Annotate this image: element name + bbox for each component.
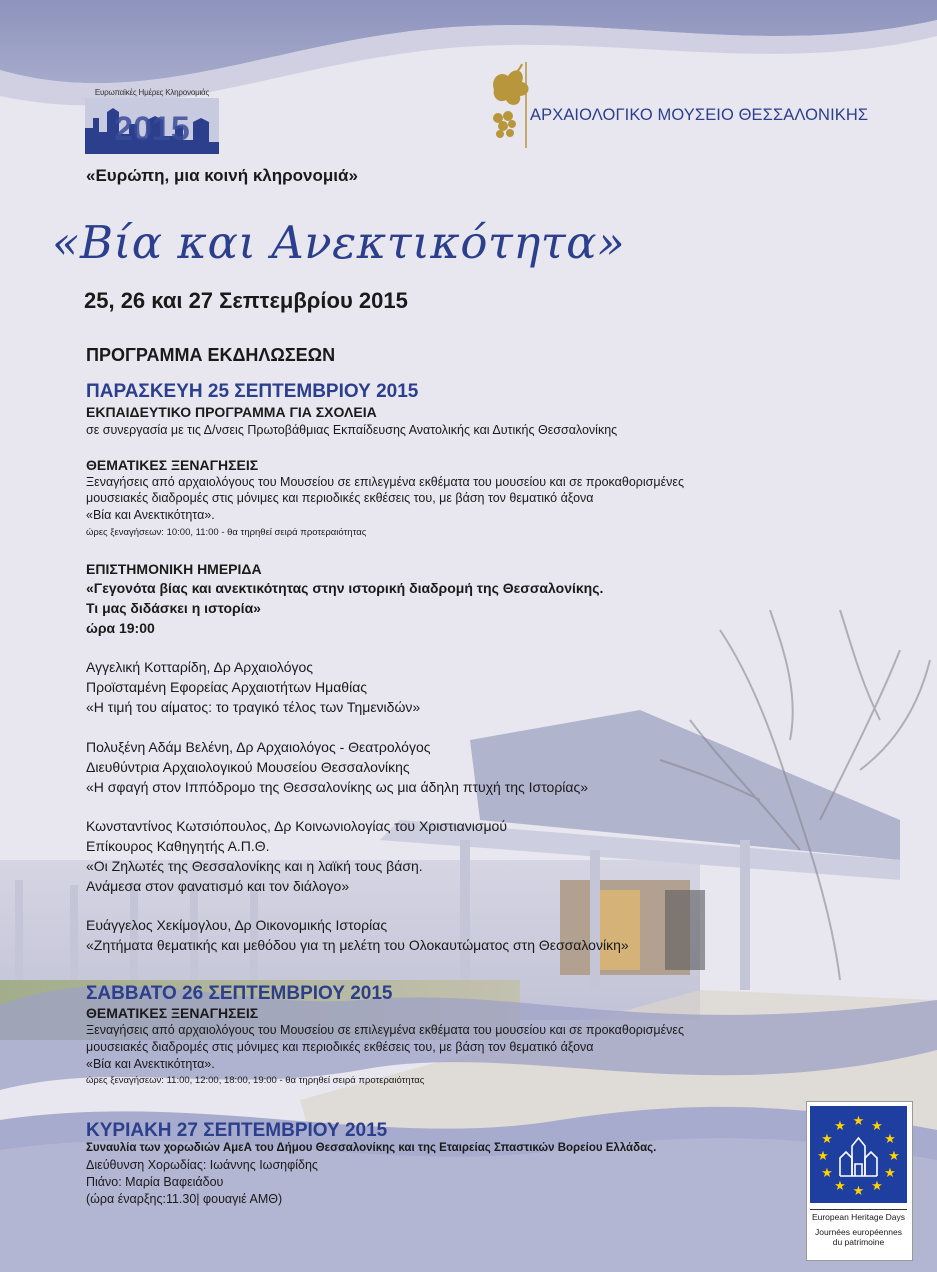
svg-text:★: ★	[821, 1166, 833, 1181]
speaker-2-talk: «Η σφαγή στον Ιππόδρομο της Θεσσαλονίκης ως μια άδηλη πτυχή της Ιστορίας»	[86, 779, 589, 795]
eu-logo-line2-3	[810, 1227, 907, 1247]
sunday-heading: ΚΥΡΙΑΚΗ 27 ΣΕΠΤΕΜΒΡΙΟΥ 2015	[86, 1120, 388, 1141]
saturday-tours-line2: μουσειακές διαδρομές στις μόνιμες και περιοδικές εκθέσεις του, με βάση τον θεματικό άξονα	[86, 1040, 594, 1054]
friday-edu-text: σε συνεργασία με τις Δ/νσεις Πρωτοβάθμιας Εκπαίδευσης Ανατολικής και Δυτικής Θεσσαλονίκης	[86, 423, 618, 437]
svg-text:★: ★	[871, 1179, 883, 1194]
eu-logo-line1: European Heritage Days	[810, 1209, 907, 1222]
program-heading: ΠΡΟΓΡΑΜΜΑ ΕΚΔΗΛΩΣΕΩΝ	[86, 345, 336, 365]
sunday-time: (ώρα έναρξης:11.30| φουαγιέ ΑΜΘ)	[86, 1192, 283, 1206]
logo-year: 2015	[114, 110, 190, 148]
eu-logo-line3: du patrimoine	[832, 1237, 885, 1247]
saturday-tours-hours: ώρες ξεναγήσεων: 11:00, 12:00, 18:00, 19:00 - θα τηρηθεί σειρά προτεραιότητας	[86, 1075, 425, 1086]
speaker-3-talk-line1: «Οι Ζηλωτές της Θεσσαλονίκης και η λαϊκή τους βάση.	[86, 858, 423, 874]
saturday-tours-line3: «Βία και Ανεκτικότητα».	[86, 1057, 215, 1071]
svg-text:★: ★	[888, 1149, 900, 1164]
speaker-3-talk-line2: Ανάμεσα στον φανατισμό και τον διάλογο»	[86, 878, 350, 894]
svg-text:★: ★	[852, 1114, 865, 1129]
saturday-tours-title: ΘΕΜΑΤΙΚΕΣ ΞΕΝΑΓΗΣΕΙΣ	[86, 1005, 259, 1021]
eu-logo-line2: Journées européennes	[815, 1227, 902, 1237]
sunday-conductor: Διεύθυνση Χορωδίας: Ιωάννης Ιωσηφίδης	[86, 1158, 318, 1172]
svg-text:★: ★	[834, 1119, 846, 1134]
symposium-time: ώρα 19:00	[86, 620, 155, 636]
saturday-heading: ΣΑΒΒΑΤΟ 26 ΣΕΠΤΕΜΒΡΙΟΥ 2015	[86, 983, 393, 1004]
logo-caption: Ευρωπαϊκές Ημέρες Κληρονομιάς	[94, 88, 210, 97]
symposium-line1: «Γεγονότα βίας και ανεκτικότητας στην ιστορική διαδρομή της Θεσσαλονίκης.	[86, 580, 604, 596]
friday-tours-line2: μουσειακές διαδρομές στις μόνιμες και περιοδικές εκθέσεις του, με βάση τον θεματικό άξονα	[86, 491, 594, 505]
symposium-title: ΕΠΙΣΤΗΜΟΝΙΚΗ ΗΜΕΡΙΔΑ	[86, 561, 262, 577]
european-heritage-days-2015-logo	[85, 88, 219, 154]
svg-text:★: ★	[834, 1179, 846, 1194]
speaker-4-name: Ευάγγελος Χεκίμογλου, Δρ Οικονομικής Ιστορίας	[86, 917, 388, 933]
subtitle: «Ευρώπη, μια κοινή κληρονομιά»	[86, 166, 358, 185]
speaker-1-role: Προϊσταμένη Εφορείας Αρχαιοτήτων Ημαθίας	[86, 679, 368, 695]
speaker-1-talk: «Η τιμή του αίματος: το τραγικό τέλος των Τημενιδών»	[86, 699, 421, 715]
friday-tours-line3: «Βία και Ανεκτικότητα».	[86, 508, 215, 522]
svg-text:★: ★	[817, 1149, 829, 1164]
friday-edu-title: ΕΚΠΑΙΔΕΥΤΙΚΟ ΠΡΟΓΡΑΜΜΑ ΓΙΑ ΣΧΟΛΕΙΑ	[86, 404, 377, 420]
speaker-3-role: Επίκουρος Καθηγητής Α.Π.Θ.	[86, 838, 270, 854]
svg-text:★: ★	[884, 1132, 896, 1147]
sunday-piano: Πιάνο: Μαρία Βαφειάδου	[86, 1175, 224, 1189]
city-skyline-icon	[85, 98, 219, 154]
speaker-2-role: Διευθύντρια Αρχαιολογικού Μουσείου Θεσσαλονίκης	[86, 759, 410, 775]
speaker-3-name: Κωνσταντίνος Κωτσιόπουλος, Δρ Κοινωνιολογίας του Χριστιανισμού	[86, 818, 507, 834]
speaker-4-talk: «Ζητήματα θεματικής και μεθόδου για τη μελέτη του Ολοκαυτώματος στη Θεσσαλονίκη»	[86, 937, 629, 953]
svg-text:★: ★	[852, 1184, 865, 1199]
friday-tours-title: ΘΕΜΑΤΙΚΕΣ ΞΕΝΑΓΗΣΕΙΣ	[86, 457, 259, 473]
sunday-concert: Συναυλία των χορωδιών ΑμεΑ του Δήμου Θεσσαλονίκης και της Εταιρείας Σπαστικών Βορείου Ελλάδας.	[86, 1142, 657, 1154]
saturday-tours-line1: Ξεναγήσεις από αρχαιολόγους του Μουσείου σε επιλεγμένα εκθέματα του μουσείου και σε προκαθορισμένες	[86, 1023, 685, 1037]
eu-flag-icon	[810, 1106, 907, 1203]
svg-text:★: ★	[884, 1166, 896, 1181]
friday-heading: ΠΑΡΑΣΚΕΥΗ 25 ΣΕΠΤΕΜΒΡΙΟΥ 2015	[86, 381, 419, 402]
museum-logo	[486, 60, 886, 150]
symposium-line2: Τι μας διδάσκει η ιστορία»	[86, 600, 261, 616]
svg-text:★: ★	[871, 1119, 883, 1134]
main-title: «Βία και Ανεκτικότητα»	[52, 216, 626, 269]
event-dates: 25, 26 και 27 Σεπτεμβρίου 2015	[84, 288, 408, 313]
museum-name: ΑΡΧΑΙΟΛΟΓΙΚΟ ΜΟΥΣΕΙΟ ΘΕΣΣΑΛΟΝΙΚΗΣ	[530, 106, 869, 124]
speaker-2-name: Πολυξένη Αδάμ Βελένη, Δρ Αρχαιολόγος - Θεατρολόγος	[86, 739, 431, 755]
friday-tours-line1: Ξεναγήσεις από αρχαιολόγους του Μουσείου σε επιλεγμένα εκθέματα του μουσείου και σε προκαθορισμένες	[86, 475, 685, 489]
friday-tours-hours: ώρες ξεναγήσεων: 10:00, 11:00 - θα τηρηθεί σειρά προτεραιότητας	[86, 527, 367, 538]
speaker-1-name: Αγγελική Κοτταρίδη, Δρ Αρχαιολόγος	[86, 659, 314, 675]
svg-text:★: ★	[821, 1132, 833, 1147]
vine-leaf-icon	[486, 60, 566, 150]
european-heritage-days-logo	[810, 1106, 907, 1257]
